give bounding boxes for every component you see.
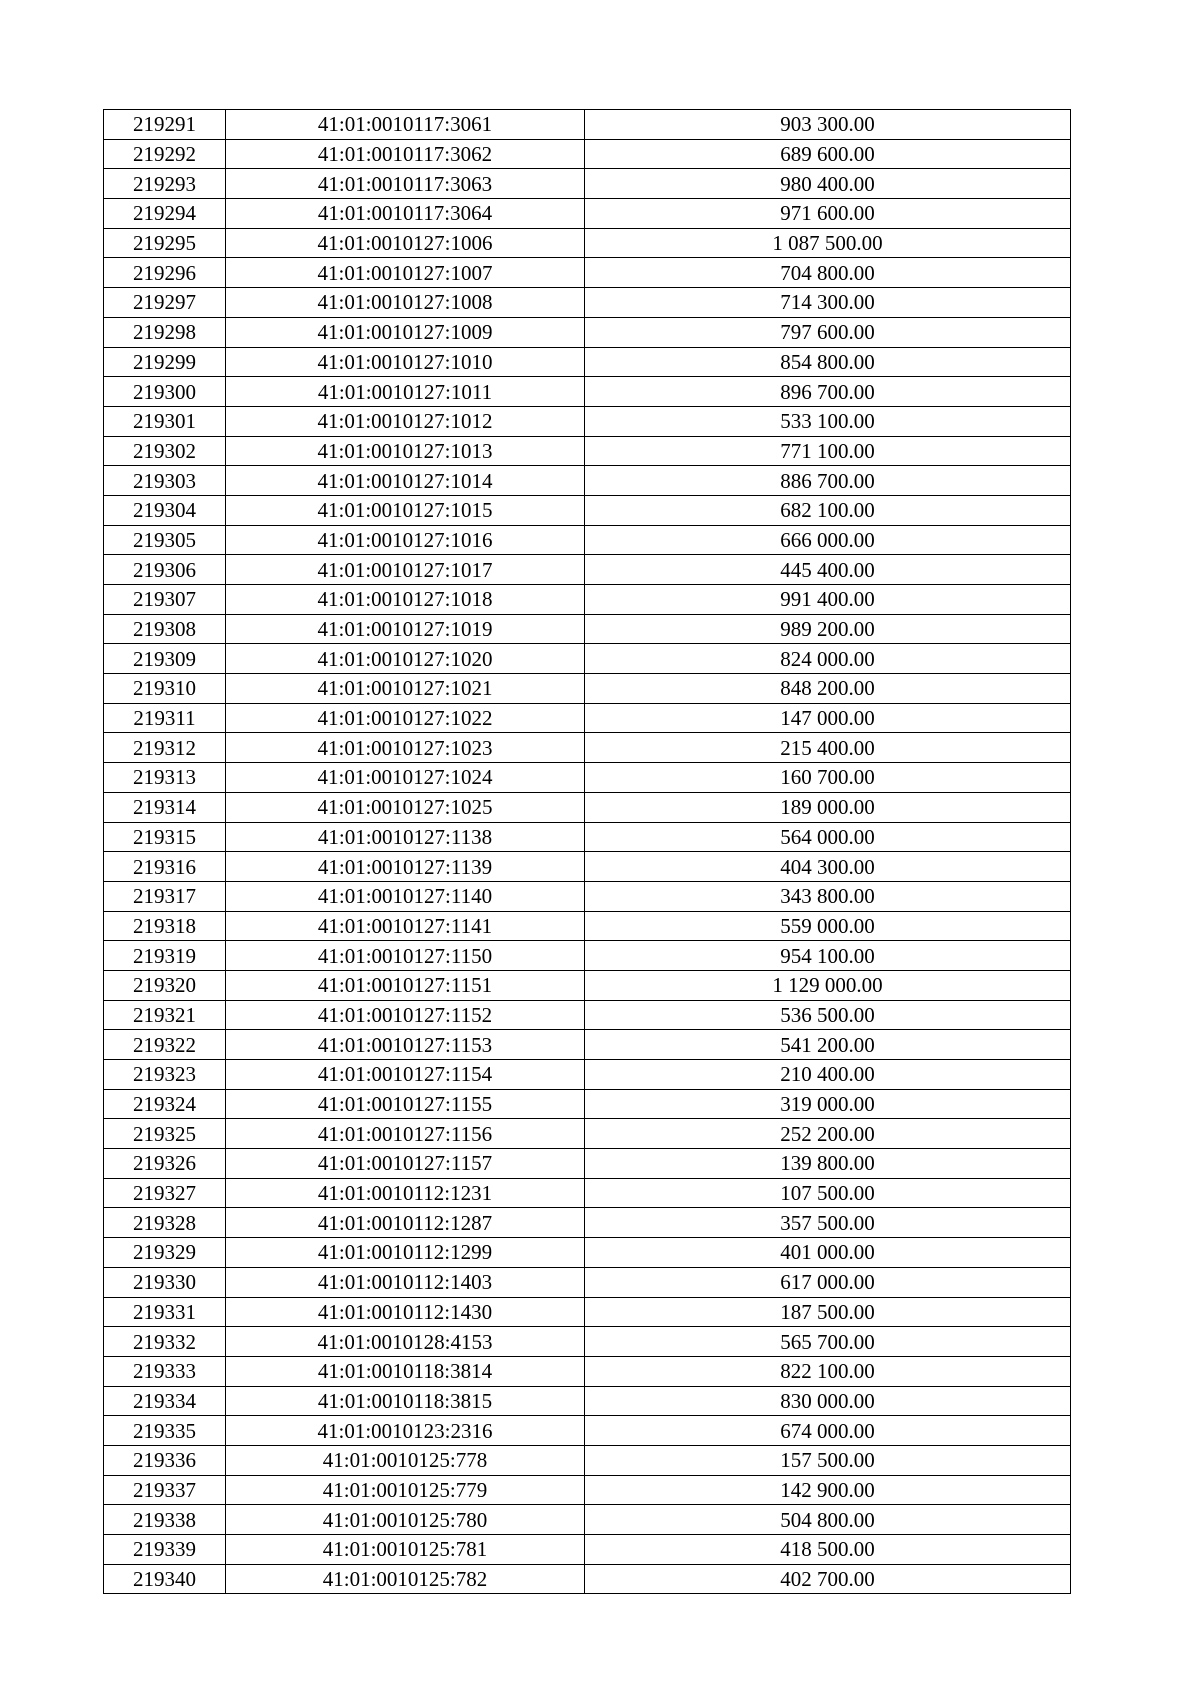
record-number-cell: 219334 bbox=[104, 1386, 226, 1416]
record-number-cell: 219306 bbox=[104, 555, 226, 585]
cadastral-number-cell: 41:01:0010127:1139 bbox=[226, 852, 585, 882]
cadastral-number-cell: 41:01:0010117:3064 bbox=[226, 199, 585, 229]
table-row bbox=[104, 466, 1071, 496]
cadastral-number-cell: 41:01:0010127:1013 bbox=[226, 436, 585, 466]
cadastral-value-cell: 886 700.00 bbox=[585, 466, 1071, 496]
table-row bbox=[104, 733, 1071, 763]
cadastral-value-cell: 854 800.00 bbox=[585, 347, 1071, 377]
cadastral-number-cell: 41:01:0010127:1151 bbox=[226, 970, 585, 1000]
table-row bbox=[104, 1267, 1071, 1297]
record-number-cell: 219292 bbox=[104, 139, 226, 169]
table-row bbox=[104, 347, 1071, 377]
record-number-cell: 219310 bbox=[104, 674, 226, 704]
cadastral-number-cell: 41:01:0010127:1011 bbox=[226, 377, 585, 407]
record-number-cell: 219301 bbox=[104, 406, 226, 436]
cadastral-value-cell: 714 300.00 bbox=[585, 288, 1071, 318]
cadastral-value-cell: 504 800.00 bbox=[585, 1505, 1071, 1535]
cadastral-value-cell: 187 500.00 bbox=[585, 1297, 1071, 1327]
record-number-cell: 219303 bbox=[104, 466, 226, 496]
cadastral-value-cell: 536 500.00 bbox=[585, 1000, 1071, 1030]
table-row bbox=[104, 1119, 1071, 1149]
record-number-cell: 219304 bbox=[104, 495, 226, 525]
record-number-cell: 219319 bbox=[104, 941, 226, 971]
cadastral-number-cell: 41:01:0010127:1007 bbox=[226, 258, 585, 288]
record-number-cell: 219298 bbox=[104, 317, 226, 347]
record-number-cell: 219291 bbox=[104, 110, 226, 140]
table-row bbox=[104, 1564, 1071, 1594]
record-number-cell: 219313 bbox=[104, 763, 226, 793]
table-row bbox=[104, 317, 1071, 347]
table-row bbox=[104, 852, 1071, 882]
cadastral-number-cell: 41:01:0010127:1006 bbox=[226, 228, 585, 258]
cadastral-number-cell: 41:01:0010127:1012 bbox=[226, 406, 585, 436]
table-row bbox=[104, 1445, 1071, 1475]
record-number-cell: 219327 bbox=[104, 1178, 226, 1208]
table-row bbox=[104, 1505, 1071, 1535]
cadastral-value-cell: 157 500.00 bbox=[585, 1445, 1071, 1475]
cadastral-number-cell: 41:01:0010127:1155 bbox=[226, 1089, 585, 1119]
record-number-cell: 219309 bbox=[104, 644, 226, 674]
record-number-cell: 219324 bbox=[104, 1089, 226, 1119]
record-number-cell: 219297 bbox=[104, 288, 226, 318]
cadastral-value-cell: 824 000.00 bbox=[585, 644, 1071, 674]
cadastral-value-cell: 797 600.00 bbox=[585, 317, 1071, 347]
table-row bbox=[104, 614, 1071, 644]
cadastral-value-cell: 771 100.00 bbox=[585, 436, 1071, 466]
cadastral-value-cell: 848 200.00 bbox=[585, 674, 1071, 704]
cadastral-number-cell: 41:01:0010127:1010 bbox=[226, 347, 585, 377]
record-number-cell: 219293 bbox=[104, 169, 226, 199]
table-row bbox=[104, 970, 1071, 1000]
table-row bbox=[104, 1535, 1071, 1565]
cadastral-number-cell: 41:01:0010117:3061 bbox=[226, 110, 585, 140]
record-number-cell: 219338 bbox=[104, 1505, 226, 1535]
cadastral-value-cell: 160 700.00 bbox=[585, 763, 1071, 793]
table-row bbox=[104, 139, 1071, 169]
cadastral-value-cell: 357 500.00 bbox=[585, 1208, 1071, 1238]
cadastral-number-cell: 41:01:0010127:1018 bbox=[226, 585, 585, 615]
cadastral-value-cell: 1 129 000.00 bbox=[585, 970, 1071, 1000]
cadastral-number-cell: 41:01:0010127:1022 bbox=[226, 703, 585, 733]
cadastral-value-cell: 689 600.00 bbox=[585, 139, 1071, 169]
record-number-cell: 219308 bbox=[104, 614, 226, 644]
cadastral-number-cell: 41:01:0010127:1015 bbox=[226, 495, 585, 525]
table-row bbox=[104, 1178, 1071, 1208]
cadastral-value-cell: 404 300.00 bbox=[585, 852, 1071, 882]
cadastral-number-cell: 41:01:0010127:1021 bbox=[226, 674, 585, 704]
cadastral-value-cell: 210 400.00 bbox=[585, 1060, 1071, 1090]
cadastral-value-cell: 319 000.00 bbox=[585, 1089, 1071, 1119]
cadastral-number-cell: 41:01:0010127:1009 bbox=[226, 317, 585, 347]
cadastral-value-cell: 445 400.00 bbox=[585, 555, 1071, 585]
cadastral-number-cell: 41:01:0010127:1024 bbox=[226, 763, 585, 793]
cadastral-value-cell: 418 500.00 bbox=[585, 1535, 1071, 1565]
table-row bbox=[104, 1000, 1071, 1030]
cadastral-value-cell: 139 800.00 bbox=[585, 1149, 1071, 1179]
cadastral-value-cell: 822 100.00 bbox=[585, 1356, 1071, 1386]
table-row bbox=[104, 495, 1071, 525]
cadastral-value-cell: 704 800.00 bbox=[585, 258, 1071, 288]
cadastral-number-cell: 41:01:0010127:1140 bbox=[226, 881, 585, 911]
cadastral-number-cell: 41:01:0010127:1016 bbox=[226, 525, 585, 555]
cadastral-number-cell: 41:01:0010123:2316 bbox=[226, 1416, 585, 1446]
cadastral-value-cell: 1 087 500.00 bbox=[585, 228, 1071, 258]
table-row bbox=[104, 228, 1071, 258]
table-row bbox=[104, 406, 1071, 436]
record-number-cell: 219295 bbox=[104, 228, 226, 258]
record-number-cell: 219329 bbox=[104, 1238, 226, 1268]
record-number-cell: 219318 bbox=[104, 911, 226, 941]
table-row bbox=[104, 703, 1071, 733]
cadastral-number-cell: 41:01:0010127:1014 bbox=[226, 466, 585, 496]
table-row bbox=[104, 258, 1071, 288]
cadastral-number-cell: 41:01:0010127:1152 bbox=[226, 1000, 585, 1030]
record-number-cell: 219332 bbox=[104, 1327, 226, 1357]
cadastral-value-cell: 896 700.00 bbox=[585, 377, 1071, 407]
table-row bbox=[104, 1475, 1071, 1505]
record-number-cell: 219299 bbox=[104, 347, 226, 377]
cadastral-value-cell: 142 900.00 bbox=[585, 1475, 1071, 1505]
cadastral-number-cell: 41:01:0010127:1154 bbox=[226, 1060, 585, 1090]
cadastral-number-cell: 41:01:0010127:1138 bbox=[226, 822, 585, 852]
cadastral-number-cell: 41:01:0010112:1299 bbox=[226, 1238, 585, 1268]
cadastral-number-cell: 41:01:0010125:778 bbox=[226, 1445, 585, 1475]
table-row bbox=[104, 1208, 1071, 1238]
table-row bbox=[104, 555, 1071, 585]
record-number-cell: 219311 bbox=[104, 703, 226, 733]
table-row bbox=[104, 585, 1071, 615]
cadastral-value-cell: 252 200.00 bbox=[585, 1119, 1071, 1149]
table-row bbox=[104, 199, 1071, 229]
table-row bbox=[104, 911, 1071, 941]
record-number-cell: 219320 bbox=[104, 970, 226, 1000]
cadastral-number-cell: 41:01:0010117:3063 bbox=[226, 169, 585, 199]
record-number-cell: 219331 bbox=[104, 1297, 226, 1327]
cadastral-value-cell: 215 400.00 bbox=[585, 733, 1071, 763]
cadastral-value-cell: 564 000.00 bbox=[585, 822, 1071, 852]
cadastral-number-cell: 41:01:0010127:1141 bbox=[226, 911, 585, 941]
cadastral-number-cell: 41:01:0010112:1403 bbox=[226, 1267, 585, 1297]
cadastral-value-cell: 147 000.00 bbox=[585, 703, 1071, 733]
table-row bbox=[104, 881, 1071, 911]
cadastral-number-cell: 41:01:0010127:1156 bbox=[226, 1119, 585, 1149]
record-number-cell: 219333 bbox=[104, 1356, 226, 1386]
cadastral-number-cell: 41:01:0010127:1008 bbox=[226, 288, 585, 318]
table-row bbox=[104, 288, 1071, 318]
record-number-cell: 219321 bbox=[104, 1000, 226, 1030]
cadastral-number-cell: 41:01:0010127:1153 bbox=[226, 1030, 585, 1060]
cadastral-value-cell: 989 200.00 bbox=[585, 614, 1071, 644]
cadastral-number-cell: 41:01:0010117:3062 bbox=[226, 139, 585, 169]
cadastral-number-cell: 41:01:0010127:1019 bbox=[226, 614, 585, 644]
table-row bbox=[104, 525, 1071, 555]
cadastral-number-cell: 41:01:0010125:779 bbox=[226, 1475, 585, 1505]
table-row bbox=[104, 377, 1071, 407]
record-number-cell: 219307 bbox=[104, 585, 226, 615]
cadastral-number-cell: 41:01:0010127:1020 bbox=[226, 644, 585, 674]
cadastral-value-cell: 401 000.00 bbox=[585, 1238, 1071, 1268]
table-row bbox=[104, 1089, 1071, 1119]
table-row bbox=[104, 644, 1071, 674]
cadastral-number-cell: 41:01:0010127:1150 bbox=[226, 941, 585, 971]
cadastral-value-cell: 402 700.00 bbox=[585, 1564, 1071, 1594]
cadastral-value-cell: 343 800.00 bbox=[585, 881, 1071, 911]
cadastral-value-cell: 830 000.00 bbox=[585, 1386, 1071, 1416]
cadastral-value-cell: 189 000.00 bbox=[585, 792, 1071, 822]
cadastral-value-table bbox=[103, 109, 1071, 1594]
cadastral-value-cell: 107 500.00 bbox=[585, 1178, 1071, 1208]
record-number-cell: 219330 bbox=[104, 1267, 226, 1297]
table-body bbox=[104, 110, 1071, 1594]
record-number-cell: 219316 bbox=[104, 852, 226, 882]
record-number-cell: 219339 bbox=[104, 1535, 226, 1565]
cadastral-value-cell: 971 600.00 bbox=[585, 199, 1071, 229]
cadastral-value-cell: 617 000.00 bbox=[585, 1267, 1071, 1297]
table-row bbox=[104, 1386, 1071, 1416]
cadastral-number-cell: 41:01:0010125:782 bbox=[226, 1564, 585, 1594]
cadastral-number-cell: 41:01:0010125:781 bbox=[226, 1535, 585, 1565]
cadastral-value-cell: 674 000.00 bbox=[585, 1416, 1071, 1446]
table-row bbox=[104, 792, 1071, 822]
table-row bbox=[104, 763, 1071, 793]
cadastral-value-cell: 682 100.00 bbox=[585, 495, 1071, 525]
cadastral-value-cell: 991 400.00 bbox=[585, 585, 1071, 615]
table-row bbox=[104, 674, 1071, 704]
table-row bbox=[104, 1416, 1071, 1446]
cadastral-number-cell: 41:01:0010112:1430 bbox=[226, 1297, 585, 1327]
cadastral-value-cell: 903 300.00 bbox=[585, 110, 1071, 140]
record-number-cell: 219335 bbox=[104, 1416, 226, 1446]
record-number-cell: 219302 bbox=[104, 436, 226, 466]
cadastral-number-cell: 41:01:0010128:4153 bbox=[226, 1327, 585, 1357]
cadastral-number-cell: 41:01:0010127:1017 bbox=[226, 555, 585, 585]
table-row bbox=[104, 1297, 1071, 1327]
cadastral-value-cell: 541 200.00 bbox=[585, 1030, 1071, 1060]
table-row bbox=[104, 110, 1071, 140]
record-number-cell: 219294 bbox=[104, 199, 226, 229]
record-number-cell: 219300 bbox=[104, 377, 226, 407]
record-number-cell: 219336 bbox=[104, 1445, 226, 1475]
cadastral-value-cell: 666 000.00 bbox=[585, 525, 1071, 555]
table-row bbox=[104, 1327, 1071, 1357]
record-number-cell: 219296 bbox=[104, 258, 226, 288]
cadastral-value-cell: 565 700.00 bbox=[585, 1327, 1071, 1357]
record-number-cell: 219340 bbox=[104, 1564, 226, 1594]
record-number-cell: 219323 bbox=[104, 1060, 226, 1090]
cadastral-value-cell: 533 100.00 bbox=[585, 406, 1071, 436]
table-row bbox=[104, 1149, 1071, 1179]
record-number-cell: 219326 bbox=[104, 1149, 226, 1179]
cadastral-number-cell: 41:01:0010118:3815 bbox=[226, 1386, 585, 1416]
table-row bbox=[104, 941, 1071, 971]
record-number-cell: 219312 bbox=[104, 733, 226, 763]
table-row bbox=[104, 169, 1071, 199]
cadastral-value-cell: 559 000.00 bbox=[585, 911, 1071, 941]
table-row bbox=[104, 1356, 1071, 1386]
cadastral-value-cell: 954 100.00 bbox=[585, 941, 1071, 971]
record-number-cell: 219314 bbox=[104, 792, 226, 822]
cadastral-value-cell: 980 400.00 bbox=[585, 169, 1071, 199]
table-row bbox=[104, 1238, 1071, 1268]
table-row bbox=[104, 1030, 1071, 1060]
table-row bbox=[104, 436, 1071, 466]
record-number-cell: 219325 bbox=[104, 1119, 226, 1149]
cadastral-number-cell: 41:01:0010112:1231 bbox=[226, 1178, 585, 1208]
record-number-cell: 219322 bbox=[104, 1030, 226, 1060]
cadastral-number-cell: 41:01:0010127:1023 bbox=[226, 733, 585, 763]
table-row bbox=[104, 822, 1071, 852]
cadastral-number-cell: 41:01:0010118:3814 bbox=[226, 1356, 585, 1386]
record-number-cell: 219328 bbox=[104, 1208, 226, 1238]
cadastral-number-cell: 41:01:0010125:780 bbox=[226, 1505, 585, 1535]
record-number-cell: 219317 bbox=[104, 881, 226, 911]
cadastral-number-cell: 41:01:0010127:1025 bbox=[226, 792, 585, 822]
cadastral-number-cell: 41:01:0010127:1157 bbox=[226, 1149, 585, 1179]
record-number-cell: 219315 bbox=[104, 822, 226, 852]
record-number-cell: 219337 bbox=[104, 1475, 226, 1505]
table-row bbox=[104, 1060, 1071, 1090]
record-number-cell: 219305 bbox=[104, 525, 226, 555]
cadastral-number-cell: 41:01:0010112:1287 bbox=[226, 1208, 585, 1238]
